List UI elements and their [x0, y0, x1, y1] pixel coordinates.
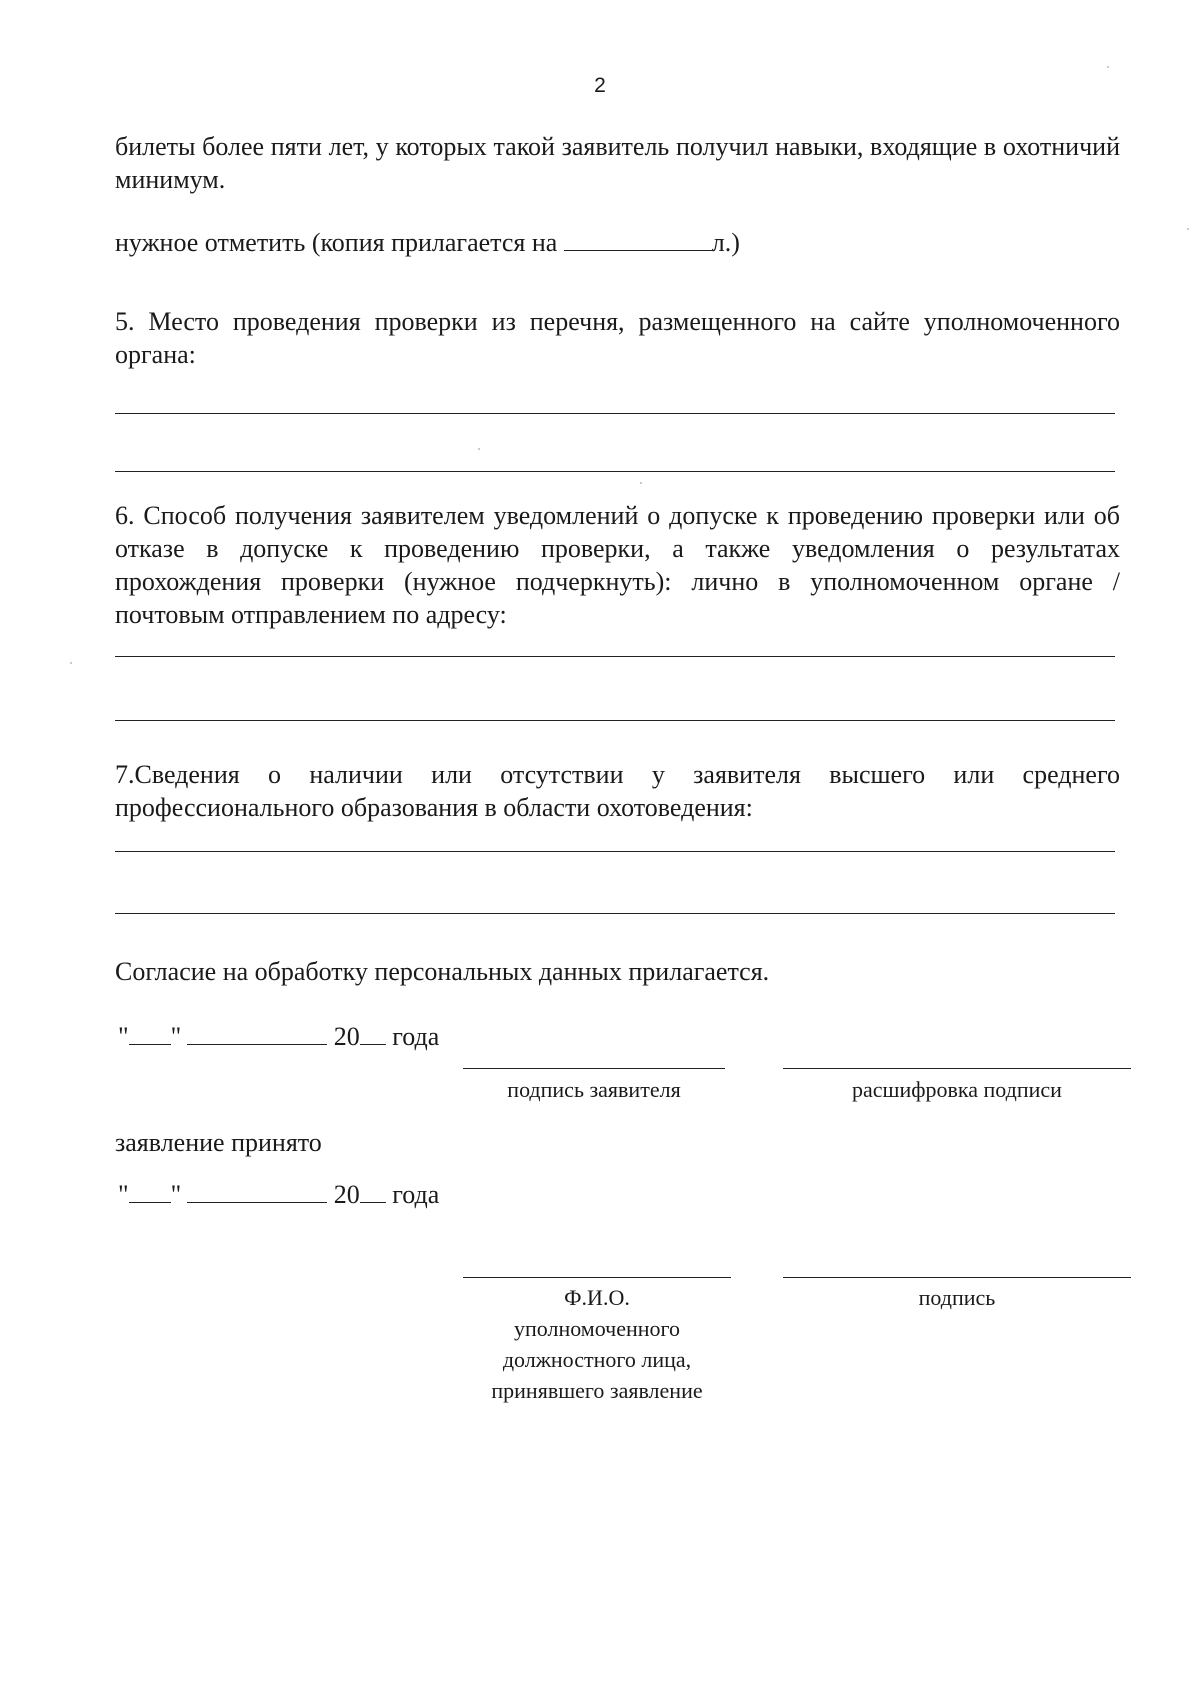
official-caption-line-3: должностного лица, — [502, 1347, 692, 1372]
date-year-blank — [360, 1184, 386, 1203]
application-accepted-label: заявление принято — [115, 1128, 322, 1157]
scan-speck — [1107, 66, 1109, 68]
date-quote-open: " — [118, 1022, 129, 1051]
scan-speck — [1187, 228, 1189, 230]
date-quote-close: " — [170, 1180, 182, 1209]
official-name-caption — [463, 1282, 731, 1406]
item-7-answer-line-1 — [115, 851, 1115, 852]
paragraph-continuation: билеты более пяти лет, у которых такой заявитель получил навыки, входящие в охотничий минимум. — [115, 132, 1120, 194]
signature-decoding-caption: расшифровка подписи — [852, 1077, 1062, 1102]
item-6-answer-line-2 — [115, 720, 1115, 721]
item-6-notification-method: 6. Способ получения заявителем уведомлений о допуске к проведению проверки или об отказе в допуске к проведению проверки, а также уведомления о результатах прохождения проверки (нужное подчеркнуть): лично в уполномоченном органе / почтовым отправлением по адресу: — [115, 501, 1120, 629]
date-year-word: года — [392, 1022, 440, 1051]
consent-statement: Согласие на обработку персональных данных прилагается. — [115, 957, 770, 986]
official-signature-caption: подпись — [918, 1285, 996, 1310]
date-year-blank — [360, 1026, 386, 1045]
applicant-date — [118, 1020, 439, 1053]
scan-speck — [640, 482, 642, 484]
applicant-signature-caption: подпись заявителя — [507, 1077, 681, 1102]
item-6-answer-line-1 — [115, 656, 1115, 657]
official-caption-line-4: принявшего заявление — [491, 1378, 703, 1403]
item-7-answer-line-2 — [115, 913, 1115, 914]
scan-speck — [70, 662, 72, 664]
date-day-blank — [129, 1026, 171, 1045]
date-month-blank — [187, 1184, 327, 1203]
copy-pages-blank — [564, 232, 712, 251]
official-signature-line — [783, 1277, 1131, 1278]
applicant-signature-line — [463, 1068, 725, 1069]
page-number: 2 — [594, 74, 606, 97]
scan-speck — [478, 448, 480, 450]
item-7-education-info: 7.Сведения о наличии или отсутствии у заявителя высшего или среднего профессионального образования в области охотоведения: — [115, 760, 1120, 822]
signature-decoding-line — [783, 1068, 1131, 1069]
date-quote-open: " — [118, 1180, 129, 1209]
item-5-answer-line-1 — [115, 413, 1115, 414]
date-year-prefix: 20 — [333, 1180, 360, 1209]
item-5-exam-location: 5. Место проведения проверки из перечня, размещенного на сайте уполномоченного органа: — [115, 307, 1120, 369]
official-caption-line-1: Ф.И.О. — [564, 1285, 630, 1310]
date-month-blank — [187, 1026, 327, 1045]
copy-note-after: л.) — [711, 228, 740, 257]
copy-note — [115, 226, 1120, 259]
copy-note-before: нужное отметить (копия прилагается на — [115, 228, 558, 257]
date-day-blank — [129, 1184, 171, 1203]
official-caption-line-2: уполномоченного — [513, 1316, 681, 1341]
date-year-prefix: 20 — [333, 1022, 360, 1051]
date-quote-close: " — [170, 1022, 182, 1051]
acceptance-date — [118, 1178, 439, 1211]
date-year-word: года — [392, 1180, 440, 1209]
item-5-answer-line-2 — [115, 471, 1115, 472]
official-name-line — [463, 1277, 731, 1278]
